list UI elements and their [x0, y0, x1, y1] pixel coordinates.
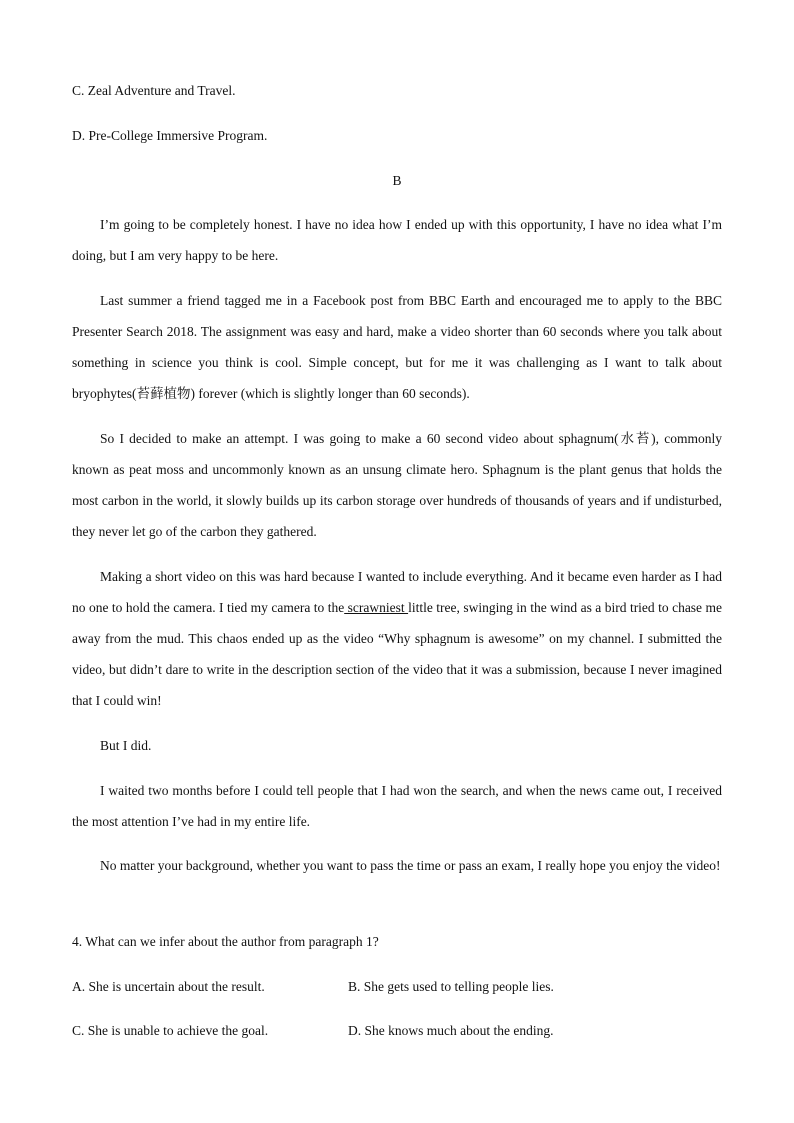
paragraph-7: No matter your background, whether you want to pass the time or pass an exam, I really hope you enjoy the video!	[100, 858, 721, 873]
paragraph-4-after: little tree, swinging in the wind as a bird tried to chase me away from the mud. This chaos ended up as the video “Why sphagnum is awesome” on my channel. I submitted the video, but didn’t dare to write in the description section of the video that it was a submission, because I never imagined that I could win!	[72, 600, 722, 708]
underlined-word: scrawniest	[344, 600, 409, 615]
answer-option-c: C. She is unable to achieve the goal.	[72, 1023, 269, 1038]
paragraph-1: I’m going to be completely honest. I have no idea how I ended up with this opportunity, I have no idea what I’m doing, but I am very happy to be here.	[72, 217, 722, 263]
previous-option-c: C. Zeal Adventure and Travel.	[72, 83, 236, 98]
section-letter: B	[392, 173, 402, 188]
question-stem: 4. What can we infer about the author from paragraph 1?	[72, 934, 379, 949]
paragraph-4	[72, 561, 722, 716]
answer-option-d: D. She knows much about the ending.	[348, 1023, 554, 1038]
paragraph-2: Last summer a friend tagged me in a Facebook post from BBC Earth and encouraged me to apply to the BBC Presenter Search 2018. The assignment was easy and hard, make a video shorter than 60 seconds where you talk about something in science you think is cool. Simple concept, but for me it was challenging as I want to talk about bryophytes(苔藓植物) forever (which is slightly longer than 60 seconds).	[72, 293, 722, 401]
paragraph-6: I waited two months before I could tell people that I had won the search, and when the news came out, I received the most attention I’ve had in my entire life.	[72, 783, 722, 829]
paragraph-3: So I decided to make an attempt. I was going to make a 60 second video about sphagnum(水苔), commonly known as peat moss and uncommonly known as an unsung climate hero. Sphagnum is the plant genus that holds the most carbon in the world, it slowly builds up its carbon storage over hundreds of thousands of years and if undisturbed, they never let go of the carbon they gathered.	[72, 431, 722, 539]
answer-option-a: A. She is uncertain about the result.	[72, 979, 265, 994]
paragraph-5: But I did.	[100, 738, 152, 753]
paragraph-4-before: Making a short video on this was hard because I wanted to include everything. And it became even harder as I had no one to hold the camera. I tied my camera to the	[72, 569, 722, 615]
previous-option-d: D. Pre-College Immersive Program.	[72, 128, 268, 143]
answer-option-b: B. She gets used to telling people lies.	[348, 979, 554, 994]
